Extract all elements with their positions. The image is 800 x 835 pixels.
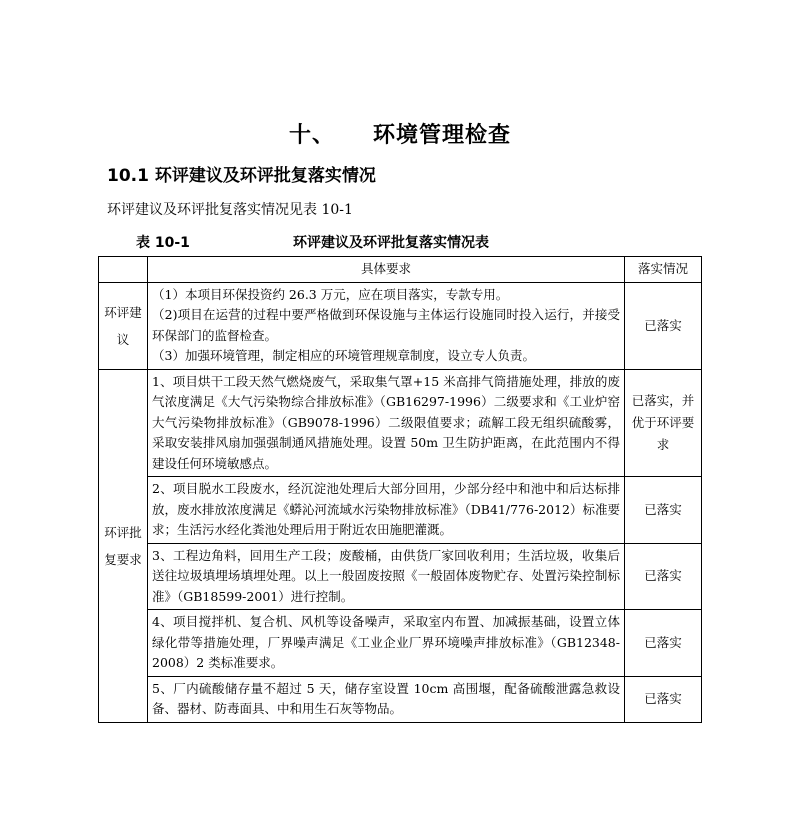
header-category — [99, 257, 148, 283]
status-cell: 已落实，并优于环评要求 — [625, 369, 702, 477]
table-row — [99, 610, 702, 677]
chapter-number: 十、 — [288, 123, 335, 148]
category-cell: 环评批复要求 — [99, 369, 148, 722]
requirement-cell: 2、项目脱水工段废水，经沉淀池处理后大部分回用，少部分经中和池中和后达标排放，废水排放浓度满足《蟒沁河流域水污染物排放标准》（DB41/776-2012）标准要求；生活污水经化粪池处理后用于附近农田施肥灌溉。 — [148, 477, 625, 544]
status-cell: 已落实 — [625, 282, 702, 369]
header-status: 落实情况 — [625, 257, 702, 283]
table-row — [99, 543, 702, 610]
table-row — [99, 676, 702, 722]
status-cell: 已落实 — [625, 676, 702, 722]
page-title — [0, 118, 800, 149]
table-row — [99, 282, 702, 369]
intro-text: 环评建议及环评批复落实情况见表 10-1 — [107, 202, 353, 218]
table-row — [99, 369, 702, 477]
table-header-row — [99, 257, 702, 283]
requirement-item: （3）加强环境管理，制定相应的环境管理规章制度，设立专人负责。 — [152, 348, 535, 363]
requirement-cell: 4、项目搅拌机、复合机、风机等设备噪声，采取室内布置、加减振基础，设置立体绿化带等措施处理，厂界噪声满足《工业企业厂界环境噪声排放标准》（GB12348-2008）2 类标准要求。 — [148, 610, 625, 677]
category-cell: 环评建议 — [99, 282, 148, 369]
requirement-cell: 1、项目烘干工段天然气燃烧废气，采取集气罩+15 米高排气筒措施处理，排放的废气浓度满足《大气污染物综合排放标准》（GB16297-1996）二级要求和《工业炉窑大气污染物排放标准》（GB9078-1996）二级限值要求；疏解工段无组织硫酸雾，采取安装排风扇加强强制通风措施处理。设置 50m 卫生防护距离，在此范围内不得建设任何环境敏感点。 — [148, 369, 625, 477]
requirement-item: （2)项目在运营的过程中要严格做到环保设施与主体运行设施同时投入运行，并接受环保部门的监督检查。 — [152, 307, 620, 343]
requirement-cell: 3、工程边角料，回用生产工段；废酸桶，由供货厂家回收利用；生活垃圾，收集后送往垃圾填埋场填埋处理。以上一般固废按照《一般固体废物贮存、处置污染控制标准》（GB18599-2001）进行控制。 — [148, 543, 625, 610]
table-caption-label: 表 10-1 — [136, 235, 190, 251]
header-requirement: 具体要求 — [148, 257, 625, 283]
requirements-table — [98, 256, 702, 723]
requirement-cell: 5、厂内硫酸储存量不超过 5 天，储存室设置 10cm 高围堰，配备硫酸泄露急救设备、器材、防毒面具、中和用生石灰等物品。 — [148, 676, 625, 722]
status-cell: 已落实 — [625, 543, 702, 610]
requirement-item: （1）本项目环保投资约 26.3 万元，应在项目落实，专款专用。 — [152, 286, 509, 302]
section-heading: 10.1 环评建议及环评批复落实情况 — [107, 166, 376, 186]
table-row — [99, 477, 702, 544]
status-cell: 已落实 — [625, 477, 702, 544]
requirement-cell — [148, 282, 625, 369]
table-caption-title: 环评建议及环评批复落实情况表 — [293, 235, 489, 251]
status-cell: 已落实 — [625, 610, 702, 677]
table-caption — [136, 232, 656, 252]
chapter-title: 环境管理检查 — [373, 123, 512, 148]
